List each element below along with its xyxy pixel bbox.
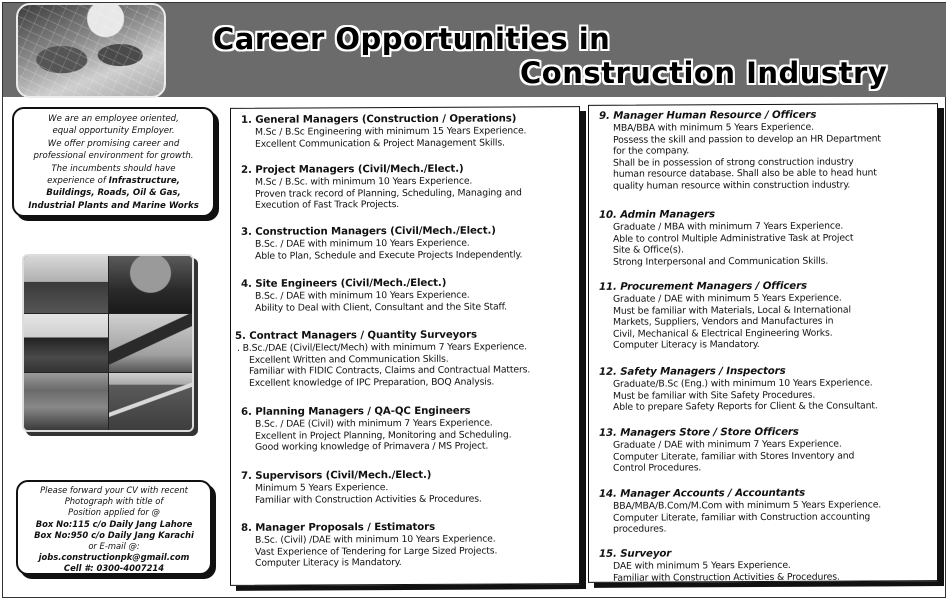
job-requirement: Civil, Mechanical & Electrical Engineering Works. [613, 327, 833, 340]
or-email-label: or E-mail @: [88, 541, 140, 552]
intro-line: The incumbents should have [51, 163, 176, 174]
job-requirement: Minimum 5 Years Experience. [255, 482, 389, 494]
box-lahore: Box No:115 c/o Daily Jang Lahore [35, 518, 193, 529]
job-requirement: Control Procedures. [613, 462, 702, 474]
job-requirement: BBA/MBA/B.Com/M.Com with minimum 5 Years Experience. [613, 499, 882, 512]
excavator-photo [24, 373, 108, 430]
job-requirement: Graduate / MBA with minimum 7 Years Experience. [613, 220, 844, 233]
intro-bold: Infrastructure, [108, 176, 180, 187]
job-title: 12. Safety Managers / Inspectors [599, 365, 786, 378]
job-requirement: Familiar with Construction Activities & Procedures. [613, 571, 840, 584]
job-item-11 [599, 280, 931, 352]
job-requirement: Vast Experience of Tendering for Large Sized Projects. [255, 545, 498, 558]
job-requirement: B.Sc. / DAE with minimum 10 Years Experience. [255, 289, 470, 302]
bridge-construction-photo [109, 314, 193, 371]
job-requirement: quality human resource within construction industry. [613, 179, 851, 192]
job-title: 7. Supervisors (Civil/Mech./Elect.) [241, 469, 432, 482]
job-requirement: Good working knowledge of Primavera / MS Project. [255, 440, 489, 453]
job-item-1 [241, 113, 573, 150]
job-item-7 [241, 469, 573, 506]
job-requirement: Graduate / DAE with minimum 7 Years Experience. [613, 438, 842, 451]
job-requirement: Possess the skill and passion to develop an HR Department [613, 132, 881, 146]
job-item-6 [241, 405, 573, 454]
intro-bold-line: Buildings, Roads, Oil & Gas, [46, 188, 181, 199]
cell-number[interactable]: Cell #: 0300-4007214 [63, 563, 165, 574]
job-title: 11. Procurement Managers / Officers [599, 280, 807, 293]
job-requirement: Must be familiar with Materials, Local & International [613, 304, 851, 317]
jobs-panel-middle [230, 106, 580, 586]
job-requirement: Able to Plan, Schedule and Execute Projects Independently. [255, 248, 523, 262]
job-requirement: M.Sc / B.Sc. with minimum 10 Years Experience. [255, 175, 473, 188]
intro-line [17, 175, 210, 187]
construction-collage-image [22, 254, 194, 432]
application-contact-box [16, 480, 212, 575]
job-requirement: Familiar with FIDIC Contracts, Claims and Contractual Matters. [249, 364, 531, 378]
blueprint-photo [16, 3, 166, 98]
job-requirement: Computer Literacy is Mandatory. [255, 557, 402, 569]
job-title: 4. Site Engineers (Civil/Mech./Elect.) [241, 277, 447, 290]
job-title: 2. Project Managers (Civil/Mech./Elect.) [241, 163, 464, 176]
job-requirement: Strong Interpersonal and Communication Skills. [613, 255, 829, 268]
job-requirement: Graduate/B.Sc (Eng.) with minimum 10 Years Experience. [613, 377, 873, 390]
box-karachi: Box No:950 c/o Daily Jang Karachi [34, 529, 194, 540]
job-title: 1. General Managers (Construction / Operations) [241, 113, 517, 126]
job-title: 10. Admin Managers [599, 209, 715, 221]
job-title: 13. Managers Store / Store Officers [599, 426, 799, 439]
page-title-line2: Construction Industry [520, 56, 888, 90]
contact-line: Please forward your CV with recent [40, 485, 188, 495]
job-requirement: B.Sc. / DAE with minimum 10 Years Experience. [255, 237, 470, 250]
job-requirement: Graduate / DAE with minimum 5 Years Experience. [613, 292, 842, 305]
marine-breakwater-photo [109, 373, 193, 430]
job-item-4 [241, 277, 573, 314]
job-item-8 [241, 521, 573, 570]
job-requirement: Excellent knowledge of IPC Preparation, BOQ Analysis. [249, 376, 495, 389]
job-item-14 [599, 487, 931, 536]
job-requirement: . B.Sc./DAE (Civil/Elect/Mech) with minimum 7 Years Experience. [237, 341, 527, 354]
employer-intro-box [12, 107, 215, 217]
job-requirement: Markets, Suppliers, Vendors and Manufactures in [613, 315, 834, 328]
industrial-plant-photo [109, 256, 193, 313]
road-paving-photo [24, 314, 108, 371]
job-requirement: DAE with minimum 5 Years Experience. [613, 559, 791, 572]
job-requirement: Computer Literate, familiar with Construction accounting [613, 511, 871, 524]
job-requirement: Familiar with Construction Activities & Procedures. [255, 493, 482, 506]
job-requirement: for the company. [613, 145, 690, 157]
job-title: 5. Contract Managers / Quantity Surveyors [235, 329, 477, 342]
job-item-2 [241, 163, 573, 212]
job-requirement: Excellent Communication & Project Management Skills. [255, 137, 505, 150]
job-requirement: B.Sc. / DAE (Civil) with minimum 7 Years Experience. [255, 417, 493, 430]
job-requirement: Must be familiar with Site Safety Procedures. [613, 389, 816, 402]
job-requirement: Ability to Deal with Client, Consultant and the Site Staff. [255, 301, 507, 314]
job-title: 3. Construction Managers (Civil/Mech./Elect.) [241, 225, 496, 238]
job-requirement: Execution of Fast Track Projects. [255, 199, 400, 211]
job-item-12 [599, 365, 931, 414]
job-requirement: Computer Literacy is Mandatory. [613, 339, 760, 352]
job-requirement: Proven track record of Planning, Scheduling, Managing and [255, 186, 522, 200]
intro-experience-prefix: experience of [47, 176, 109, 187]
job-requirement: Computer Literate, familiar with Stores Inventory and [613, 450, 855, 463]
contact-line: Photograph with title of [64, 496, 164, 507]
job-item-15 [599, 547, 931, 584]
jobs-panel-right [588, 103, 938, 583]
job-requirement: Able to prepare Safety Reports for Client & the Consultant. [613, 400, 878, 413]
job-item-3 [241, 225, 573, 262]
building-crane-photo [24, 256, 108, 313]
job-item-13 [599, 426, 931, 475]
job-title: 14. Manager Accounts / Accountants [599, 487, 806, 500]
job-requirement: human resource database. Shall also be able to head hunt [613, 167, 877, 181]
page-title-line1: Career Opportunities in [213, 22, 611, 56]
job-requirement: Shall be in possession of strong construction industry [613, 156, 854, 169]
job-item-5 [235, 329, 573, 389]
email-link[interactable]: jobs.constructionpk@gmail.com [38, 552, 190, 563]
job-title: 9. Manager Human Resource / Officers [599, 109, 817, 122]
job-item-9 [599, 109, 931, 192]
intro-line: professional environment for growth. [33, 151, 194, 162]
job-requirement: Excellent Written and Communication Skills. [249, 353, 449, 366]
intro-line: We offer promising career and [47, 138, 180, 149]
job-requirement: procedures. [613, 523, 667, 535]
contact-line: Position applied for @ [68, 507, 160, 518]
job-title: 15. Surveyor [599, 548, 672, 560]
job-requirement: Site & Office(s). [613, 244, 684, 256]
job-requirement: MBA/BBA with minimum 5 Years Experience. [613, 121, 814, 134]
job-requirement: B.Sc. (Civil) /DAE with minimum 10 Years Experience. [255, 533, 496, 546]
job-requirement: M.Sc / B.Sc Engineering with minimum 15 Years Experience. [255, 125, 527, 138]
job-title: 6. Planning Managers / QA-QC Engineers [241, 405, 471, 418]
intro-line: equal opportunity Employer. [52, 126, 175, 137]
intro-line: We are an employee oriented, [48, 114, 179, 124]
job-requirement: Excellent in Project Planning, Monitoring and Scheduling. [255, 429, 512, 442]
job-requirement: Able to control Multiple Administrative Task at Project [613, 232, 854, 245]
job-item-10 [599, 208, 931, 268]
job-title: 8. Manager Proposals / Estimators [241, 521, 436, 534]
intro-bold-line: Industrial Plants and Marine Works [28, 200, 199, 211]
